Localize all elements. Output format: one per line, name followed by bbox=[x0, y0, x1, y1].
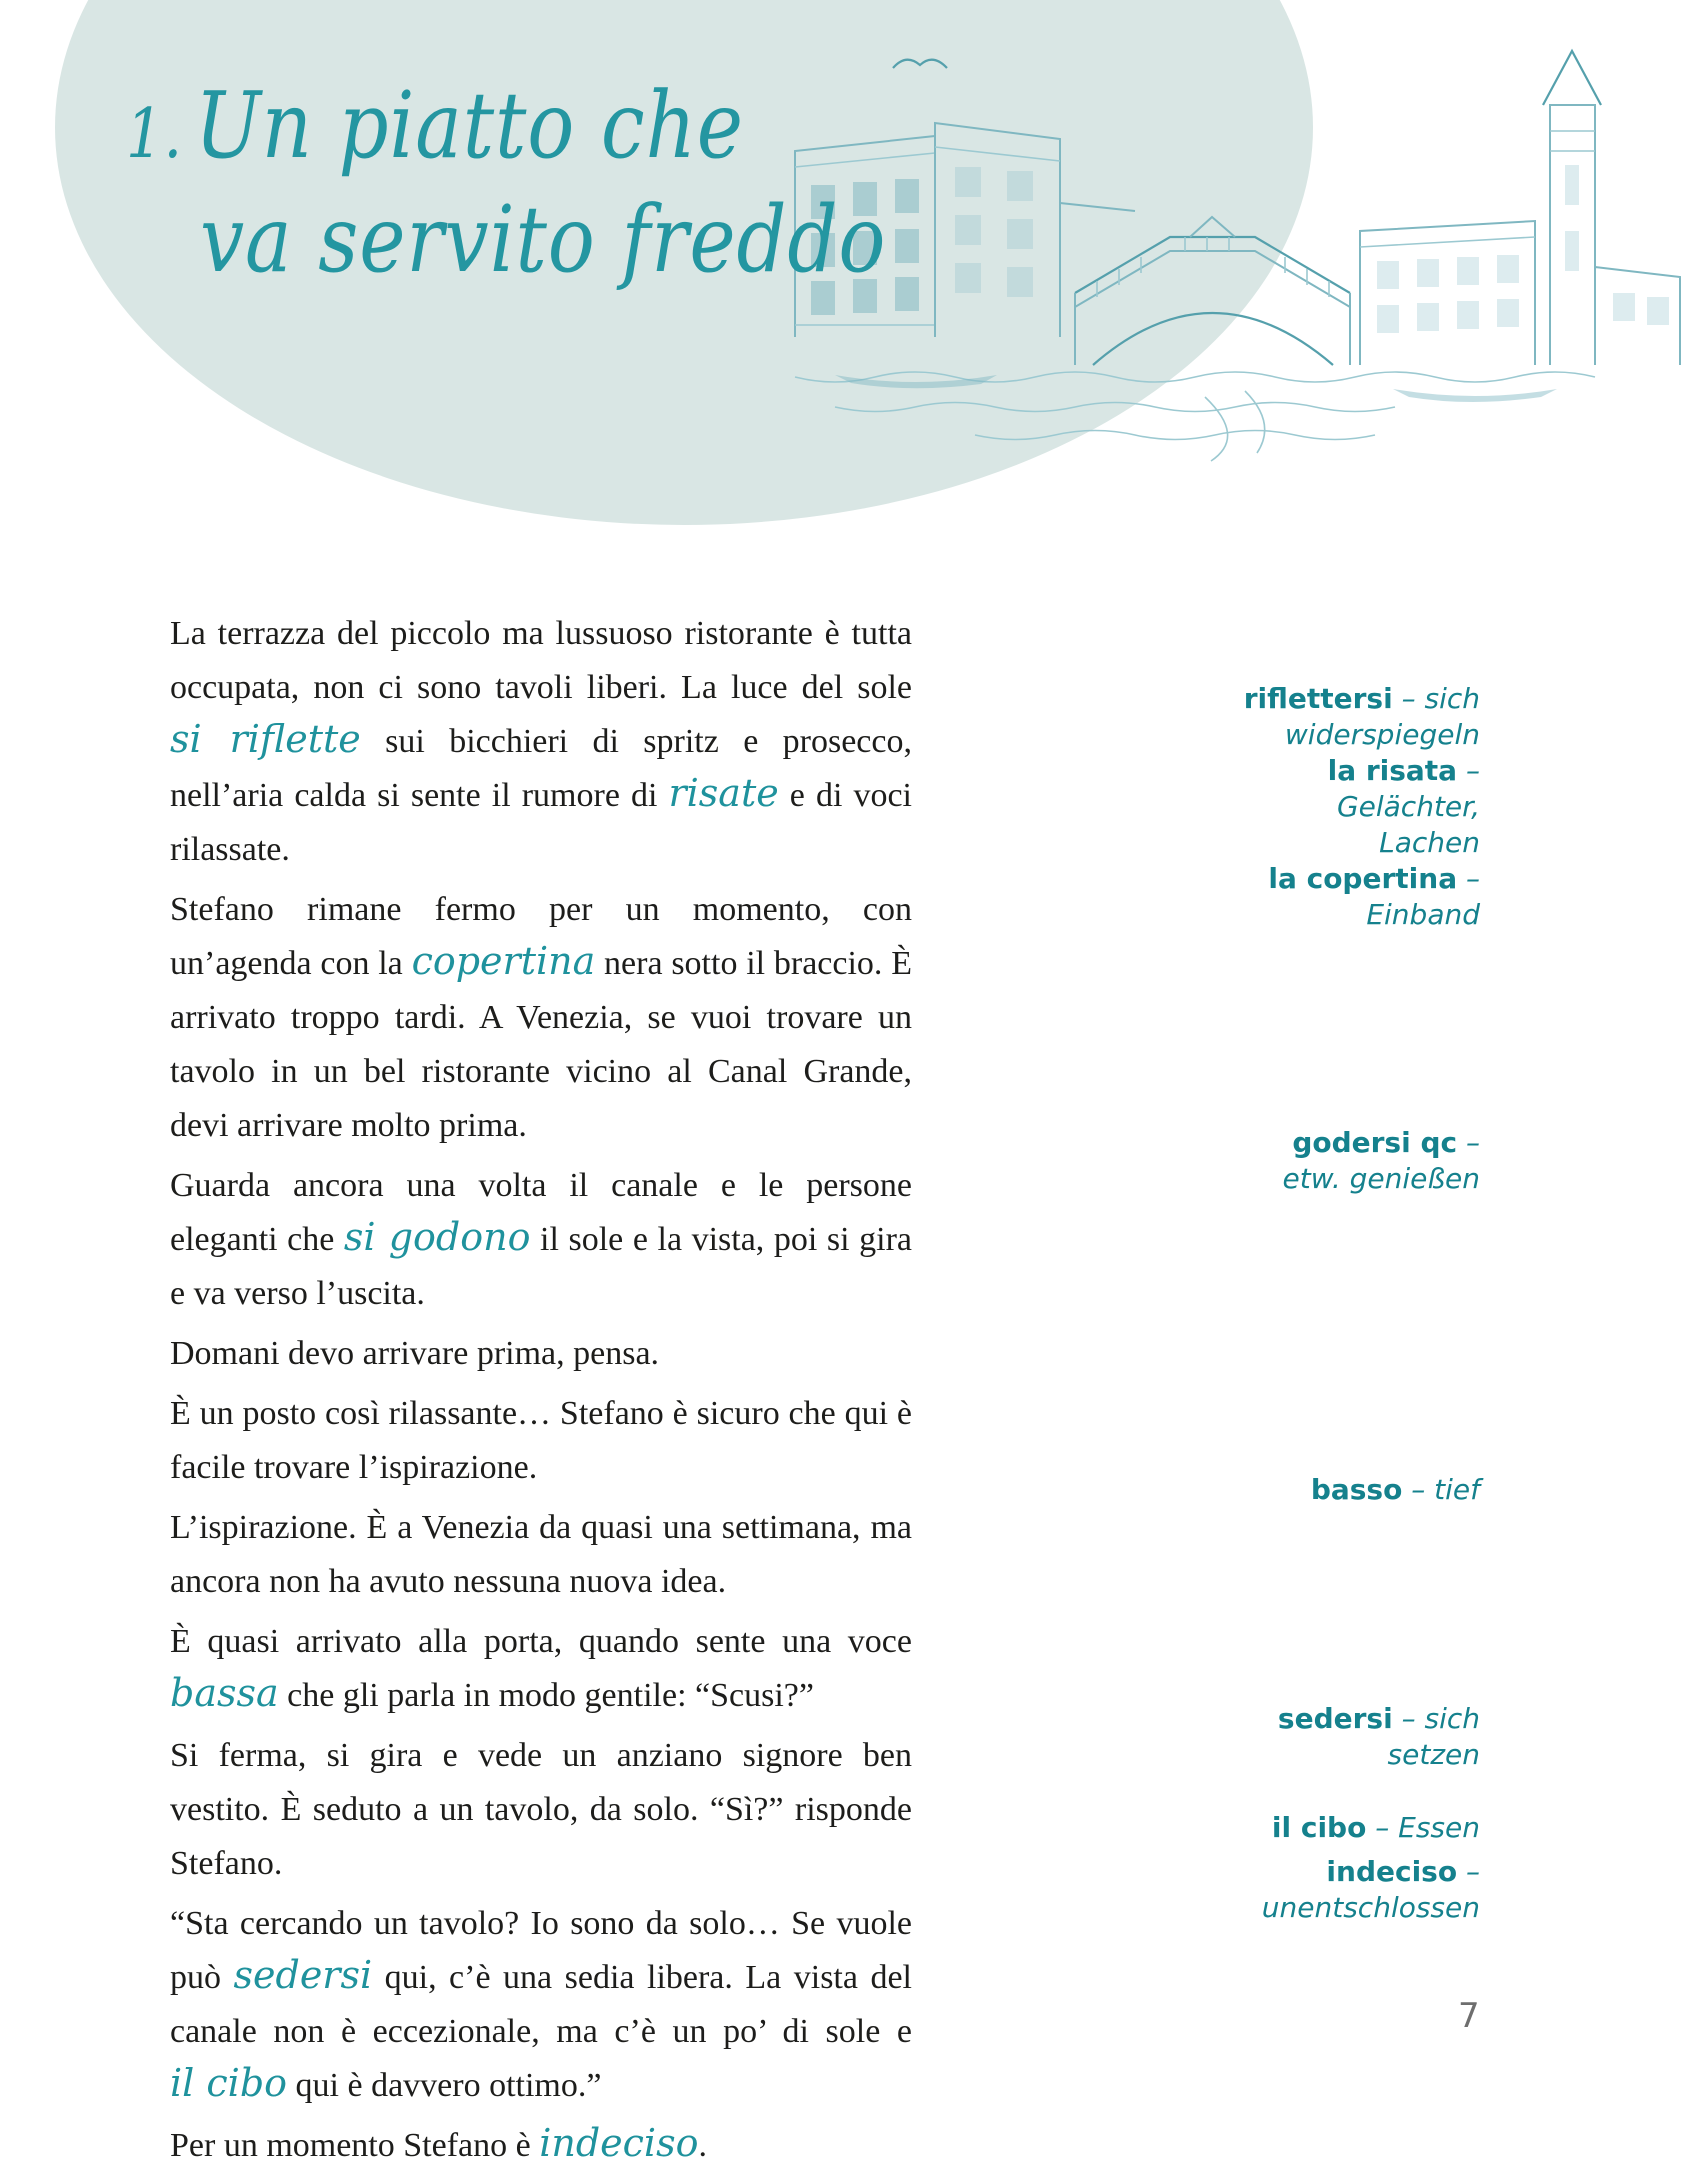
glossary-block bbox=[1240, 1810, 1480, 1846]
venice-sketch bbox=[775, 35, 1685, 465]
glossary-block bbox=[1240, 1854, 1480, 1926]
story-paragraph: Per un momento Stefano è indeciso. bbox=[170, 2121, 707, 2165]
glossary-entry bbox=[1240, 1472, 1480, 1508]
story-paragraph: Stefano rimane fermo per un momento, con un’agenda con la copertina nera sotto il braccio. È arrivato troppo tardi. A Venezia, se vuoi trovare un tavolo in un bel ristorante vicino al Canal Grande, devi arrivare molto prima. bbox=[170, 891, 912, 1144]
chapter-title-line2 bbox=[200, 186, 886, 293]
campanile-sketch bbox=[1543, 51, 1680, 365]
vocab-highlight: bassa bbox=[170, 1671, 279, 1715]
glossary-translation: – Einband bbox=[1366, 862, 1480, 931]
story-paragraph: Domani devo arrivare prima, pensa. bbox=[170, 1335, 660, 1372]
chapter-title-line1 bbox=[126, 72, 744, 179]
glossary-term: sedersi bbox=[1277, 1702, 1393, 1735]
glossary-entry bbox=[1240, 1125, 1480, 1197]
glossary-entry bbox=[1240, 1810, 1480, 1846]
glossary-translation: – unentschlossen bbox=[1261, 1855, 1480, 1924]
venice-canal-illustration bbox=[775, 35, 1685, 465]
glossary-translation: – Essen bbox=[1375, 1811, 1480, 1844]
vocab-highlight: si riflette bbox=[170, 717, 361, 761]
story-paragraph: Si ferma, si gira e vede un anziano signore ben vestito. È seduto a un tavolo, da solo. “Sì?” risponde Stefano. bbox=[170, 1737, 912, 1882]
story-paragraph: È un posto così rilassante… Stefano è sicuro che qui è facile trovare l’ispirazione. bbox=[170, 1395, 912, 1486]
glossary-entry bbox=[1240, 681, 1480, 753]
story-paragraph: La terrazza del piccolo ma lussuoso ristorante è tutta occupata, non ci sono tavoli liberi. La luce del sole si riflette sui bicchieri di spritz e prosecco, nell’aria calda si sente il rumore di risate e di voci rilassate. bbox=[170, 615, 912, 868]
glossary-term: il cibo bbox=[1271, 1811, 1367, 1844]
right-palazzi-sketch bbox=[1360, 221, 1535, 365]
glossary-entry bbox=[1240, 753, 1480, 861]
glossary-term: la risata bbox=[1327, 754, 1458, 787]
vocab-highlight: si godono bbox=[343, 1215, 531, 1259]
story-text bbox=[170, 607, 912, 2179]
vocab-highlight: indeciso bbox=[539, 2121, 699, 2165]
story-paragraph: L’ispirazione. È a Venezia da quasi una settimana, ma ancora non ha avuto nessuna nuova idea. bbox=[170, 1509, 912, 1600]
chapter-title-text1: Un piatto che bbox=[194, 72, 744, 179]
story-paragraph: Guarda ancora una volta il canale e le persone eleganti che si godono il sole e la vista, poi si gira e va verso l’uscita. bbox=[170, 1167, 912, 1312]
glossary-block bbox=[1240, 1701, 1480, 1773]
vocab-highlight: risate bbox=[668, 771, 779, 815]
page-number: 7 bbox=[1458, 1996, 1480, 2036]
seagull-icon bbox=[893, 60, 947, 68]
glossary-entry bbox=[1240, 1854, 1480, 1926]
glossary-translation: – sich setzen bbox=[1387, 1702, 1480, 1771]
vocab-highlight: copertina bbox=[411, 939, 596, 983]
gondola-sketch bbox=[835, 375, 1557, 461]
glossary-translation: – Gelächter, Lachen bbox=[1336, 754, 1480, 859]
glossary-translation: – sich widerspiegeln bbox=[1284, 682, 1480, 751]
glossary-entry bbox=[1240, 1701, 1480, 1773]
rialto-bridge-sketch bbox=[1060, 203, 1350, 365]
glossary-block bbox=[1240, 1125, 1480, 1197]
vocab-highlight: il cibo bbox=[170, 2061, 288, 2105]
chapter-number: 1. bbox=[126, 95, 183, 174]
glossary-term: basso bbox=[1310, 1473, 1403, 1506]
glossary-term: godersi qc bbox=[1292, 1126, 1458, 1159]
chapter-title-text2: va servito freddo bbox=[200, 186, 887, 293]
glossary-block bbox=[1240, 1472, 1480, 1508]
vocab-highlight: sedersi bbox=[233, 1953, 373, 1997]
glossary-entry bbox=[1240, 861, 1480, 933]
story-paragraph: È quasi arrivato alla porta, quando sente una voce bassa che gli parla in modo gentile: “Scusi?” bbox=[170, 1623, 912, 1715]
story-paragraph: “Sta cercando un tavolo? Io sono da solo… Se vuole può sedersi qui, c’è una sedia libera. La vista del canale non è eccezionale, ma c’è un po’ di sole e il cibo qui è davvero ottimo.” bbox=[170, 1905, 912, 2105]
glossary-term: indeciso bbox=[1326, 1855, 1458, 1888]
glossary-translation: – etw. genießen bbox=[1282, 1126, 1480, 1195]
glossary-term: riflettersi bbox=[1243, 682, 1393, 715]
glossary-translation: – tief bbox=[1411, 1473, 1480, 1506]
glossary-term: la copertina bbox=[1268, 862, 1458, 895]
glossary-block bbox=[1240, 681, 1480, 933]
